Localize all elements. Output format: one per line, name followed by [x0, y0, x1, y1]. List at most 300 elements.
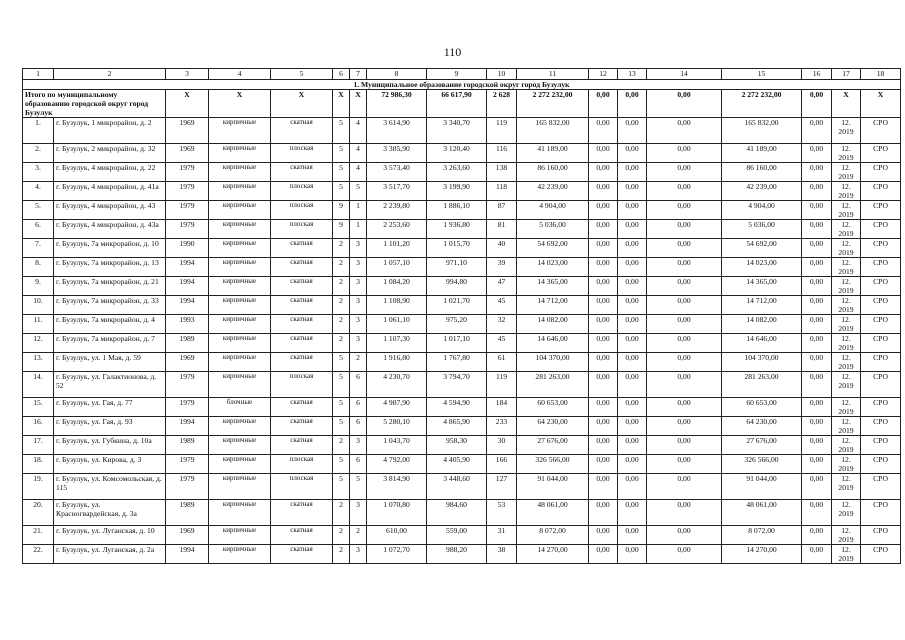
table-row [23, 220, 901, 239]
cell-c16: 0,00 [802, 118, 832, 144]
cell-c14: 0,00 [647, 436, 722, 455]
cell-c16: 0,00 [802, 258, 832, 277]
cell-a2: 3 263,60 [427, 163, 487, 182]
cell-en: 6 [350, 455, 367, 474]
section-title: 1. Муниципальное образование городской округ город Бузулук [23, 80, 901, 90]
column-number-cell: 11 [517, 69, 589, 80]
column-number-cell: 5 [271, 69, 333, 80]
cell-a2: 988,20 [427, 545, 487, 564]
cell-wall: блочные [209, 398, 271, 417]
table-row [23, 239, 901, 258]
cell-way: СРО [861, 353, 901, 372]
cell-c14: 0,00 [647, 455, 722, 474]
cell-addr: г. Бузулук, ул. Красногвардейская, д. 3а [54, 500, 166, 526]
total-cell: X [832, 90, 861, 118]
column-number-cell: 10 [487, 69, 517, 80]
cell-a2: 3 448,60 [427, 474, 487, 500]
cell-year: 1994 [166, 545, 209, 564]
cell-n: 22. [23, 545, 54, 564]
cell-a1: 1 070,80 [367, 500, 427, 526]
column-number-cell: 13 [618, 69, 647, 80]
cell-c15: 60 653,00 [722, 398, 802, 417]
cell-a1: 3 814,90 [367, 474, 427, 500]
column-number-cell: 6 [333, 69, 350, 80]
cell-n: 20. [23, 500, 54, 526]
cell-c15: 14 365,00 [722, 277, 802, 296]
cell-wall: кирпичные [209, 277, 271, 296]
column-number-cell: 16 [802, 69, 832, 80]
cell-fl: 5 [333, 398, 350, 417]
cell-a2: 994,80 [427, 277, 487, 296]
total-row [23, 90, 901, 118]
cell-a1: 1 072,70 [367, 545, 427, 564]
cell-way: СРО [861, 526, 901, 545]
cell-n: 2. [23, 144, 54, 163]
cell-c11: 14 646,00 [517, 334, 589, 353]
cell-c13: 0,00 [618, 315, 647, 334]
column-number-cell: 3 [166, 69, 209, 80]
cell-en: 2 [350, 526, 367, 545]
cell-p: 38 [487, 545, 517, 564]
cell-date: 12. 2019 [832, 220, 861, 239]
cell-p: 32 [487, 315, 517, 334]
total-cell: X [209, 90, 271, 118]
cell-fl: 5 [333, 163, 350, 182]
cell-c16: 0,00 [802, 315, 832, 334]
cell-c15: 64 230,00 [722, 417, 802, 436]
cell-c11: 27 676,00 [517, 436, 589, 455]
cell-wall: кирпичные [209, 258, 271, 277]
cell-c14: 0,00 [647, 545, 722, 564]
cell-a2: 1 017,10 [427, 334, 487, 353]
cell-a1: 3 385,90 [367, 144, 427, 163]
table-row [23, 500, 901, 526]
table-row [23, 182, 901, 201]
cell-wall: кирпичные [209, 334, 271, 353]
cell-c12: 0,00 [589, 239, 618, 258]
cell-n: 3. [23, 163, 54, 182]
cell-a1: 2 253,60 [367, 220, 427, 239]
cell-p: 30 [487, 436, 517, 455]
cell-c13: 0,00 [618, 182, 647, 201]
table-row [23, 334, 901, 353]
cell-roof: плоская [271, 182, 333, 201]
cell-c13: 0,00 [618, 220, 647, 239]
cell-c11: 41 189,00 [517, 144, 589, 163]
cell-addr: г. Бузулук, ул. Гая, д. 77 [54, 398, 166, 417]
cell-way: СРО [861, 315, 901, 334]
cell-c15: 91 044,00 [722, 474, 802, 500]
cell-c12: 0,00 [589, 436, 618, 455]
column-number-cell: 4 [209, 69, 271, 80]
cell-addr: г. Бузулук, ул. 1 Мая, д. 59 [54, 353, 166, 372]
cell-fl: 5 [333, 144, 350, 163]
cell-c15: 42 239,00 [722, 182, 802, 201]
cell-addr: г. Бузулук, 7а микрорайон, д. 33 [54, 296, 166, 315]
cell-p: 233 [487, 417, 517, 436]
cell-year: 1994 [166, 277, 209, 296]
cell-a2: 1 886,10 [427, 201, 487, 220]
cell-year: 1979 [166, 372, 209, 398]
cell-date: 12. 2019 [832, 545, 861, 564]
cell-c16: 0,00 [802, 163, 832, 182]
cell-en: 3 [350, 315, 367, 334]
cell-addr: г. Бузулук, 7а микрорайон, д. 21 [54, 277, 166, 296]
cell-c15: 4 904,00 [722, 201, 802, 220]
column-number-cell: 15 [722, 69, 802, 80]
cell-c11: 4 904,00 [517, 201, 589, 220]
column-number-cell: 17 [832, 69, 861, 80]
cell-a2: 958,30 [427, 436, 487, 455]
cell-n: 7. [23, 239, 54, 258]
cell-c13: 0,00 [618, 500, 647, 526]
cell-c11: 60 653,00 [517, 398, 589, 417]
cell-addr: г. Бузулук, 7а микрорайон, д. 13 [54, 258, 166, 277]
cell-c14: 0,00 [647, 201, 722, 220]
total-cell: 72 986,30 [367, 90, 427, 118]
cell-wall: кирпичные [209, 417, 271, 436]
cell-en: 3 [350, 239, 367, 258]
total-cell: 66 617,90 [427, 90, 487, 118]
cell-date: 12. 2019 [832, 182, 861, 201]
cell-en: 4 [350, 144, 367, 163]
cell-p: 166 [487, 455, 517, 474]
column-number-cell: 18 [861, 69, 901, 80]
cell-addr: г. Бузулук, ул. Галактионова, д. 52 [54, 372, 166, 398]
total-cell: 0,00 [589, 90, 618, 118]
cell-wall: кирпичные [209, 474, 271, 500]
cell-a1: 3 517,70 [367, 182, 427, 201]
cell-a2: 984,60 [427, 500, 487, 526]
cell-a2: 1 936,80 [427, 220, 487, 239]
cell-roof: скатная [271, 118, 333, 144]
cell-c12: 0,00 [589, 118, 618, 144]
cell-fl: 2 [333, 277, 350, 296]
cell-c12: 0,00 [589, 372, 618, 398]
cell-c16: 0,00 [802, 474, 832, 500]
column-number-cell: 2 [54, 69, 166, 80]
cell-en: 3 [350, 334, 367, 353]
total-cell: X [271, 90, 333, 118]
cell-p: 47 [487, 277, 517, 296]
cell-roof: скатная [271, 398, 333, 417]
cell-c16: 0,00 [802, 455, 832, 474]
cell-date: 12. 2019 [832, 118, 861, 144]
cell-c15: 281 263,00 [722, 372, 802, 398]
cell-c11: 326 566,00 [517, 455, 589, 474]
cell-c13: 0,00 [618, 353, 647, 372]
cell-addr: г. Бузулук, ул. Комсомольская, д. 115 [54, 474, 166, 500]
cell-c13: 0,00 [618, 436, 647, 455]
total-cell: 0,00 [802, 90, 832, 118]
cell-fl: 2 [333, 239, 350, 258]
cell-addr: г. Бузулук, 7а микрорайон, д. 7 [54, 334, 166, 353]
cell-c14: 0,00 [647, 258, 722, 277]
cell-p: 45 [487, 296, 517, 315]
cell-c13: 0,00 [618, 144, 647, 163]
cell-c14: 0,00 [647, 334, 722, 353]
table-row [23, 455, 901, 474]
table-row [23, 163, 901, 182]
cell-c12: 0,00 [589, 455, 618, 474]
cell-n: 13. [23, 353, 54, 372]
cell-way: СРО [861, 118, 901, 144]
cell-n: 6. [23, 220, 54, 239]
cell-en: 3 [350, 277, 367, 296]
cell-p: 119 [487, 372, 517, 398]
cell-n: 4. [23, 182, 54, 201]
cell-c14: 0,00 [647, 372, 722, 398]
cell-date: 12. 2019 [832, 315, 861, 334]
cell-year: 1993 [166, 315, 209, 334]
cell-p: 81 [487, 220, 517, 239]
cell-c11: 8 072,00 [517, 526, 589, 545]
cell-c12: 0,00 [589, 500, 618, 526]
cell-c15: 14 646,00 [722, 334, 802, 353]
total-cell: 2 272 232,00 [517, 90, 589, 118]
cell-c13: 0,00 [618, 258, 647, 277]
cell-c14: 0,00 [647, 277, 722, 296]
cell-way: СРО [861, 334, 901, 353]
cell-en: 3 [350, 500, 367, 526]
cell-fl: 9 [333, 220, 350, 239]
cell-n: 10. [23, 296, 54, 315]
cell-en: 1 [350, 201, 367, 220]
cell-c12: 0,00 [589, 277, 618, 296]
cell-roof: скатная [271, 163, 333, 182]
cell-year: 1969 [166, 118, 209, 144]
cell-way: СРО [861, 372, 901, 398]
cell-en: 2 [350, 353, 367, 372]
cell-c11: 64 230,00 [517, 417, 589, 436]
cell-way: СРО [861, 182, 901, 201]
cell-a1: 1 108,90 [367, 296, 427, 315]
cell-roof: скатная [271, 277, 333, 296]
cell-c15: 326 566,00 [722, 455, 802, 474]
cell-roof: плоская [271, 201, 333, 220]
cell-year: 1989 [166, 334, 209, 353]
cell-year: 1979 [166, 182, 209, 201]
cell-way: СРО [861, 163, 901, 182]
cell-en: 6 [350, 372, 367, 398]
cell-way: СРО [861, 277, 901, 296]
cell-a2: 559,00 [427, 526, 487, 545]
cell-c13: 0,00 [618, 163, 647, 182]
cell-c12: 0,00 [589, 163, 618, 182]
cell-year: 1989 [166, 500, 209, 526]
cell-roof: скатная [271, 500, 333, 526]
total-cell: X [333, 90, 350, 118]
cell-c11: 54 692,00 [517, 239, 589, 258]
cell-roof: плоская [271, 220, 333, 239]
cell-way: СРО [861, 398, 901, 417]
cell-way: СРО [861, 239, 901, 258]
cell-en: 1 [350, 220, 367, 239]
cell-date: 12. 2019 [832, 474, 861, 500]
cell-roof: скатная [271, 417, 333, 436]
cell-p: 40 [487, 239, 517, 258]
cell-c13: 0,00 [618, 334, 647, 353]
cell-c14: 0,00 [647, 526, 722, 545]
cell-c11: 165 832,00 [517, 118, 589, 144]
cell-c12: 0,00 [589, 353, 618, 372]
cell-wall: кирпичные [209, 201, 271, 220]
cell-a1: 3 614,90 [367, 118, 427, 144]
cell-year: 1979 [166, 163, 209, 182]
section-row [23, 80, 901, 90]
cell-addr: г. Бузулук, 4 микрорайон, д. 22 [54, 163, 166, 182]
total-label: Итого по муниципальному образованию городской округ город Бузулук [23, 90, 166, 118]
table-row [23, 526, 901, 545]
cell-en: 3 [350, 545, 367, 564]
cell-fl: 5 [333, 182, 350, 201]
cell-n: 8. [23, 258, 54, 277]
cell-year: 1979 [166, 474, 209, 500]
cell-c16: 0,00 [802, 398, 832, 417]
cell-year: 1969 [166, 526, 209, 545]
cell-a2: 1 015,70 [427, 239, 487, 258]
table-row [23, 398, 901, 417]
capital-repair-table [22, 68, 901, 564]
cell-date: 12. 2019 [832, 277, 861, 296]
cell-en: 4 [350, 163, 367, 182]
cell-date: 12. 2019 [832, 455, 861, 474]
cell-c15: 54 692,00 [722, 239, 802, 258]
cell-addr: г. Бузулук, 4 микрорайон, д. 41а [54, 182, 166, 201]
cell-c12: 0,00 [589, 220, 618, 239]
cell-way: СРО [861, 436, 901, 455]
cell-fl: 2 [333, 526, 350, 545]
cell-n: 5. [23, 201, 54, 220]
cell-a1: 3 573,40 [367, 163, 427, 182]
cell-a1: 610,00 [367, 526, 427, 545]
cell-wall: кирпичные [209, 353, 271, 372]
cell-p: 119 [487, 118, 517, 144]
column-number-cell: 7 [350, 69, 367, 80]
cell-p: 39 [487, 258, 517, 277]
cell-fl: 5 [333, 372, 350, 398]
cell-c11: 14 270,00 [517, 545, 589, 564]
cell-fl: 5 [333, 118, 350, 144]
cell-c11: 91 044,00 [517, 474, 589, 500]
cell-roof: скатная [271, 239, 333, 258]
cell-way: СРО [861, 455, 901, 474]
cell-date: 12. 2019 [832, 353, 861, 372]
cell-c13: 0,00 [618, 372, 647, 398]
cell-date: 12. 2019 [832, 398, 861, 417]
table-row [23, 144, 901, 163]
cell-n: 17. [23, 436, 54, 455]
cell-c13: 0,00 [618, 474, 647, 500]
cell-date: 12. 2019 [832, 239, 861, 258]
cell-c12: 0,00 [589, 144, 618, 163]
cell-c14: 0,00 [647, 296, 722, 315]
total-cell: X [166, 90, 209, 118]
cell-a1: 1 057,10 [367, 258, 427, 277]
total-cell: 2 628 [487, 90, 517, 118]
cell-fl: 2 [333, 436, 350, 455]
cell-a2: 4 594,90 [427, 398, 487, 417]
cell-c16: 0,00 [802, 500, 832, 526]
cell-fl: 5 [333, 474, 350, 500]
cell-year: 1969 [166, 144, 209, 163]
cell-en: 6 [350, 417, 367, 436]
cell-c14: 0,00 [647, 353, 722, 372]
cell-year: 1969 [166, 353, 209, 372]
cell-a2: 1 021,70 [427, 296, 487, 315]
cell-addr: г. Бузулук, 4 микрорайон, д. 43а [54, 220, 166, 239]
page-number: 110 [443, 45, 462, 59]
cell-roof: плоская [271, 474, 333, 500]
cell-n: 18. [23, 455, 54, 474]
cell-n: 9. [23, 277, 54, 296]
table-row [23, 474, 901, 500]
cell-en: 3 [350, 258, 367, 277]
cell-c14: 0,00 [647, 398, 722, 417]
cell-n: 16. [23, 417, 54, 436]
cell-c13: 0,00 [618, 455, 647, 474]
cell-en: 5 [350, 182, 367, 201]
cell-c16: 0,00 [802, 545, 832, 564]
cell-c12: 0,00 [589, 315, 618, 334]
cell-c12: 0,00 [589, 182, 618, 201]
cell-a1: 1 107,30 [367, 334, 427, 353]
cell-c14: 0,00 [647, 239, 722, 258]
cell-n: 11. [23, 315, 54, 334]
cell-year: 1994 [166, 258, 209, 277]
cell-c15: 14 712,00 [722, 296, 802, 315]
cell-c15: 14 023,00 [722, 258, 802, 277]
cell-addr: г. Бузулук, 7а микрорайон, д. 4 [54, 315, 166, 334]
cell-roof: скатная [271, 296, 333, 315]
cell-year: 1979 [166, 220, 209, 239]
cell-a1: 1 084,20 [367, 277, 427, 296]
cell-roof: плоская [271, 144, 333, 163]
cell-roof: скатная [271, 545, 333, 564]
cell-a2: 4 405,90 [427, 455, 487, 474]
cell-en: 6 [350, 398, 367, 417]
cell-c16: 0,00 [802, 372, 832, 398]
cell-c16: 0,00 [802, 277, 832, 296]
cell-c15: 41 189,00 [722, 144, 802, 163]
cell-c11: 86 160,00 [517, 163, 589, 182]
cell-wall: кирпичные [209, 220, 271, 239]
cell-year: 1990 [166, 239, 209, 258]
cell-n: 21. [23, 526, 54, 545]
cell-c16: 0,00 [802, 436, 832, 455]
cell-date: 12. 2019 [832, 372, 861, 398]
cell-roof: плоская [271, 455, 333, 474]
cell-way: СРО [861, 296, 901, 315]
cell-c12: 0,00 [589, 398, 618, 417]
cell-n: 19. [23, 474, 54, 500]
cell-addr: г. Бузулук, ул. Гая, д. 93 [54, 417, 166, 436]
cell-n: 15. [23, 398, 54, 417]
cell-c16: 0,00 [802, 220, 832, 239]
total-cell: 0,00 [618, 90, 647, 118]
cell-c11: 104 370,00 [517, 353, 589, 372]
cell-way: СРО [861, 201, 901, 220]
cell-p: 31 [487, 526, 517, 545]
cell-c13: 0,00 [618, 201, 647, 220]
total-cell: 0,00 [647, 90, 722, 118]
cell-c15: 104 370,00 [722, 353, 802, 372]
cell-c16: 0,00 [802, 526, 832, 545]
cell-addr: г. Бузулук, 1 микрорайон, д. 2 [54, 118, 166, 144]
table-row [23, 353, 901, 372]
cell-year: 1994 [166, 417, 209, 436]
cell-date: 12. 2019 [832, 526, 861, 545]
